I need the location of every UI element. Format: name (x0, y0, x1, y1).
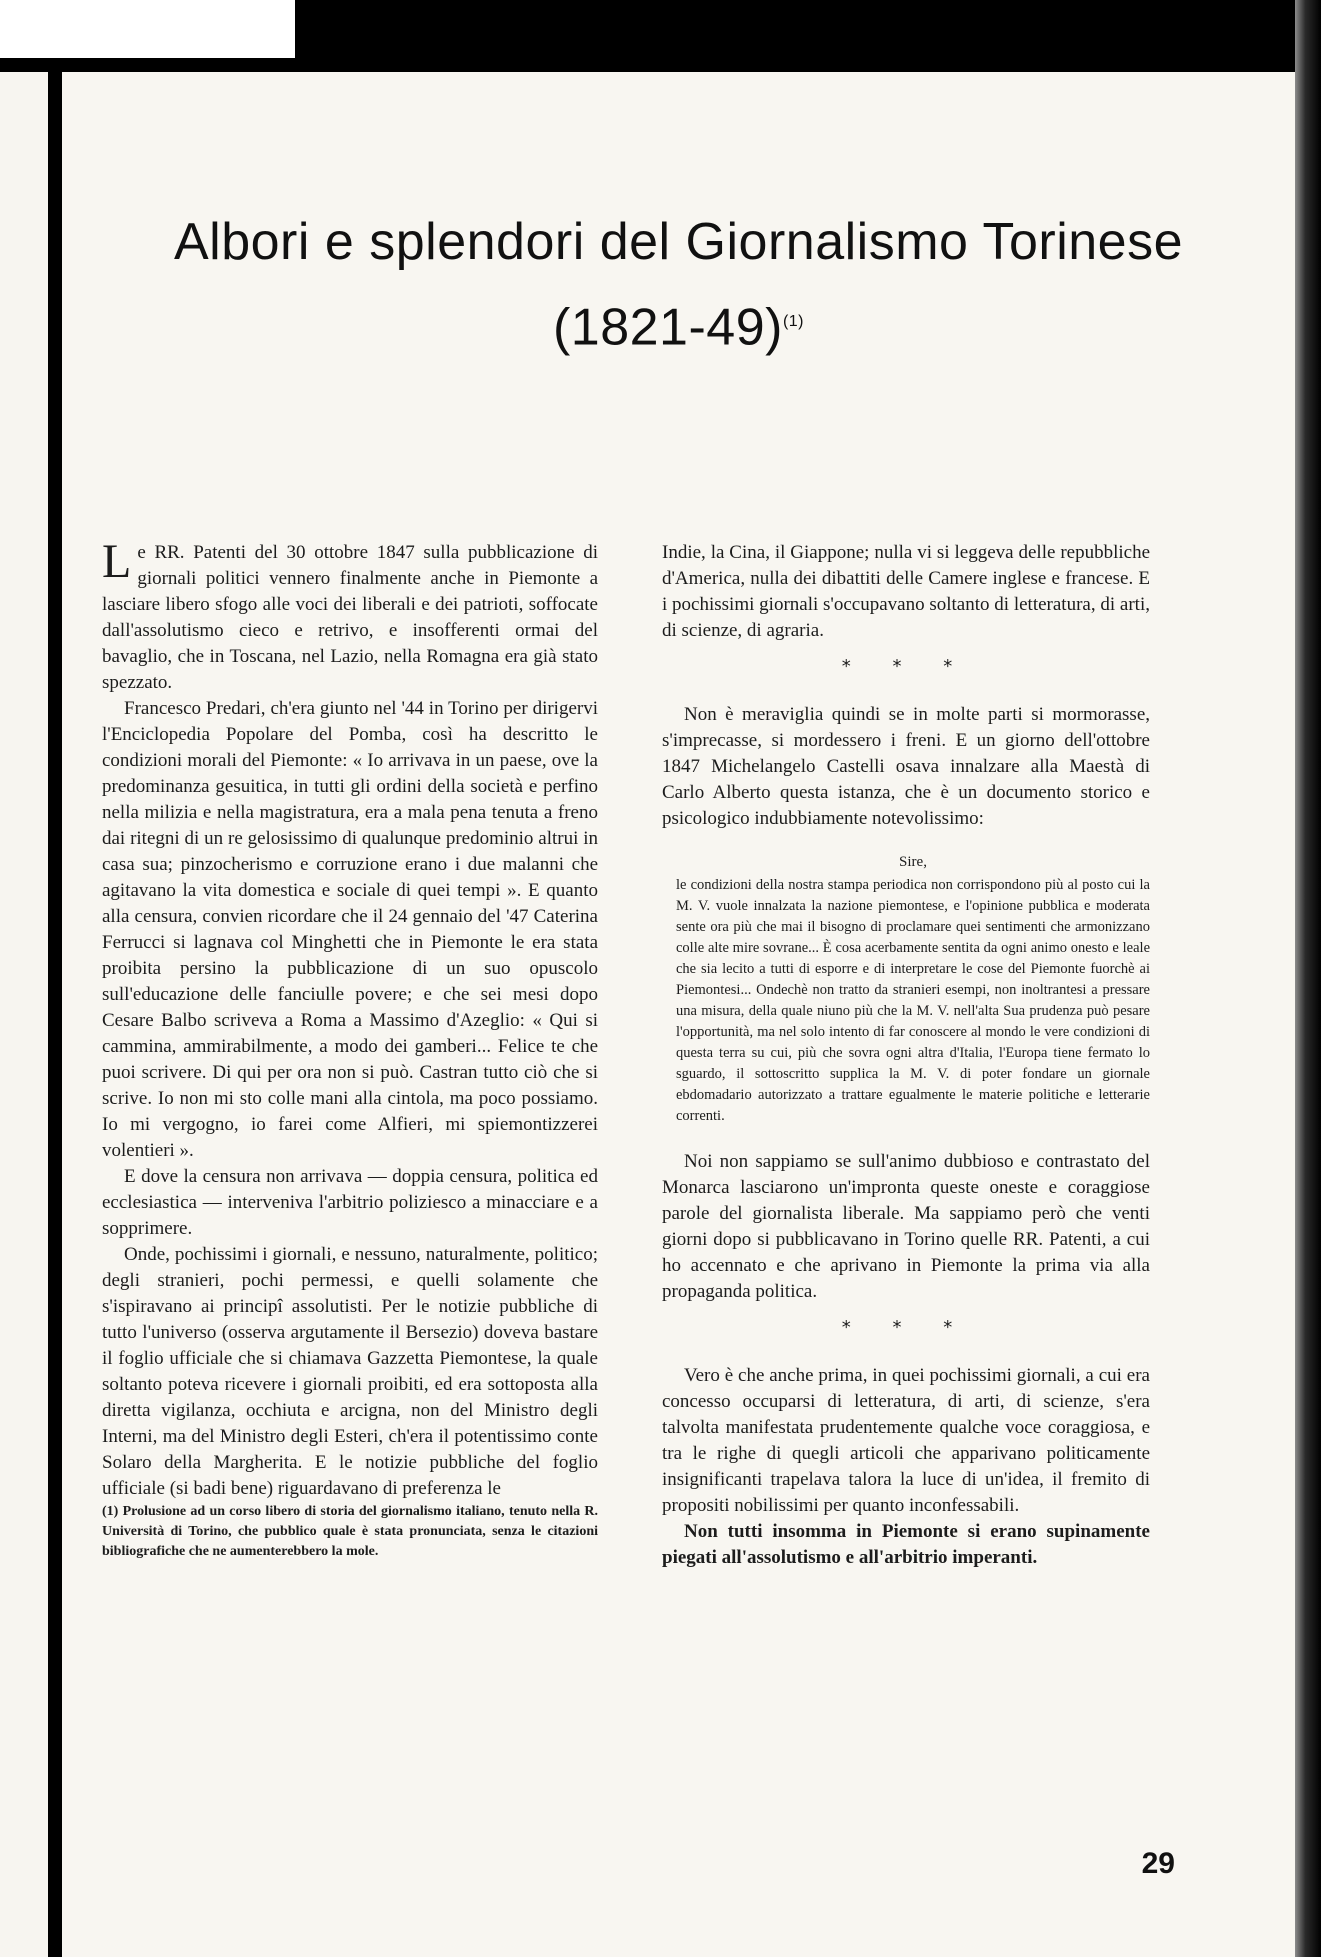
left-paragraph-2: Francesco Predari, ch'era giunto nel '44 in Torino per dirigervi l'Enciclopedia Popolare del Pomba, così ha descritto le condizioni morali del Piemonte: « Io arrivava in un paese, ove la predominanza gesuitica, in tutti gli ordini della società e perfino nella milizia e nella magistratura, era a mala pena tenuta a freno dai ritegni di un re gelosissimo di qualunque predominio altrui in casa sua; pinzocherismo e corruzione erano i due malanni che agitavano la vita domestica e sociale di quei tempi ». E quanto alla censura, convien ricordare che il 24 gennaio del '47 Caterina Ferrucci si lagnava col Minghetti che in Piemonte le era stata proibita persino la pubblicazione di un suo opuscolo sull'educazione delle fanciulle povere; e che sei mesi dopo Cesare Balbo scriveva a Roma a Massimo d'Azeglio: « Qui si cammina, ammirabilmente, a modo dei gamberi... Felice te che puoi scrivere. Di qui per ora non si può. Castran tutto ciò che si scrive. Io non mi sto colle mani alla cintola, ma poco possiamo. Io mi vergogno, io farei come Alfieri, mi spiemontizzerei volentieri ». (102, 698, 598, 1161)
title-note-ref: (1) (782, 313, 805, 330)
right-column (662, 540, 1150, 1571)
page-number: 29 (1141, 1847, 1175, 1880)
right-paragraph-3: Noi non sappiamo se sull'animo dubbioso e contrastato del Monarca lasciarono un'impronta queste oneste e coraggiose parole del giornalista liberale. Ma sappiamo però che venti giorni dopo si pubblicavano in Torino quelle RR. Patenti, a cui ho accennato e che aprivano in Piemonte la prima via alla propaganda politica. (662, 1151, 1150, 1302)
scan-border-right (1295, 0, 1321, 1957)
drop-cap: L (102, 535, 132, 588)
quote-salutation: Sire, (899, 854, 927, 870)
left-paragraph-1 (102, 535, 598, 696)
right-paragraph-1: Indie, la Cina, il Giappone; nulla vi si leggeva delle repubbliche d'America, nulla dei dibattiti delle Camere inglese e francese. E i pochissimi giornali s'occupavano soltanto di letteratura, di arti, di scienze, di agraria. (662, 542, 1150, 641)
quote-body: le condizioni della nostra stampa periodica non corrispondono più al posto cui la M. V. vuole innalzata la nazione piemontese, e l'opinione pubblica e moderata sente ora più che mai il bisogno di proclamare quei sentimenti che armonizzano colle alte mire sovrane... È cosa acerbamente sentita da ogni animo onesto e leale che sia lecito a tutti di esporre e di interpretare le cose del Piemonte fuorchè ai Piemontesi... Ondechè non tratto da stranieri esempi, non inoltrantesi a pressare una misura, della quale niuno più che la M. V. nell'alta Sua prudenza può pesare l'opportunità, ma nel solo intento di far conoscere al mondo le vere condizioni di questa terra su cui, più che sovra ogni altra d'Italia, l'Europa tiene fermato lo sguardo, il sottoscritto supplica la M. V. di poter fondare un giornale ebdomadario autorizzato a trattare egualmente le materie politiche e letterarie correnti. (676, 877, 1150, 1124)
page (62, 72, 1295, 1957)
article-title (62, 202, 1295, 367)
left-paragraph-1-text: e RR. Patenti del 30 ottobre 1847 sulla pubblicazione di giornali politici vennero finalmente anche in Piemonte a lasciare libero sfogo alle voci dei liberali e dei patrioti, soffocate dall'assolutismo cieco e retrivo, e insofferenti ormai del bavaglio, che in Toscana, nel Lazio, nella Romagna era già stato spezzato. (102, 542, 598, 693)
scan-border-top (0, 0, 1321, 72)
right-paragraph-5: Non tutti insomma in Piemonte si erano supinamente piegati all'assolutismo e all'arbitrio imperanti. (662, 1521, 1150, 1568)
footnote: (1) Prolusione ad un corso libero di storia del giornalismo italiano, tenuto nella R. Università di Torino, che pubblico quale è stata pronunciata, senza le citazioni bibliografiche che ne aumenterebbero la mole. (102, 1504, 598, 1559)
petition-quote (676, 852, 1150, 1127)
left-column (102, 535, 598, 1562)
title-line-1: Albori e splendori del Giornalismo Torinese (173, 213, 1184, 271)
scan-border-left (48, 72, 62, 1957)
section-separator-1: * * * (841, 656, 971, 677)
section-separator-2: * * * (841, 1317, 971, 1338)
left-paragraph-3: E dove la censura non arrivava — doppia censura, politica ed ecclesiastica — interveniva l'arbitrio poliziesco a minacciare e a sopprimere. (102, 1166, 598, 1239)
right-paragraph-4: Vero è che anche prima, in quei pochissimi giornali, a cui era concesso occuparsi di letteratura, di arti, di scienze, s'era talvolta manifestata prudentemente qualche voce coraggiosa, e tra le righe di quegli articoli che apparivano politicamente insignificanti trapelava talora la luce di un'idea, il fremito di propositi nobilissimi per quanto inconfessabili. (662, 1365, 1150, 1516)
left-paragraph-4: Onde, pochissimi i giornali, e nessuno, naturalmente, politico; degli stranieri, pochi permessi, e quelli solamente che s'ispiravano ai principî assolutisti. Per le notizie pubbliche di tutto l'universo (osserva argutamente il Bersezio) doveva bastare il foglio ufficiale che si chiamava Gazzetta Piemontese, la quale soltanto poteva ricevere i giornali proibiti, ed era sottoposta alla diretta vigilanza, occhiuta e arcigna, non del Ministro degli Interni, ma del Ministro degli Esteri, ch'era il potentissimo conte Solaro della Margherita. E le notizie pubbliche del foglio ufficiale (si badi bene) riguardavano di preferenza le (102, 1244, 598, 1499)
scan-border-strip (295, 0, 1321, 72)
right-paragraph-2: Non è meraviglia quindi se in molte parti si mormorasse, s'imprecasse, si mordessero i freni. E un giorno dell'ottobre 1847 Michelangelo Castelli osava innalzare alla Maestà di Carlo Alberto questa istanza, che è un documento storico e psicologico indubbiamente notevolissimo: (662, 704, 1150, 829)
title-line-2: (1821-49) (552, 298, 783, 357)
